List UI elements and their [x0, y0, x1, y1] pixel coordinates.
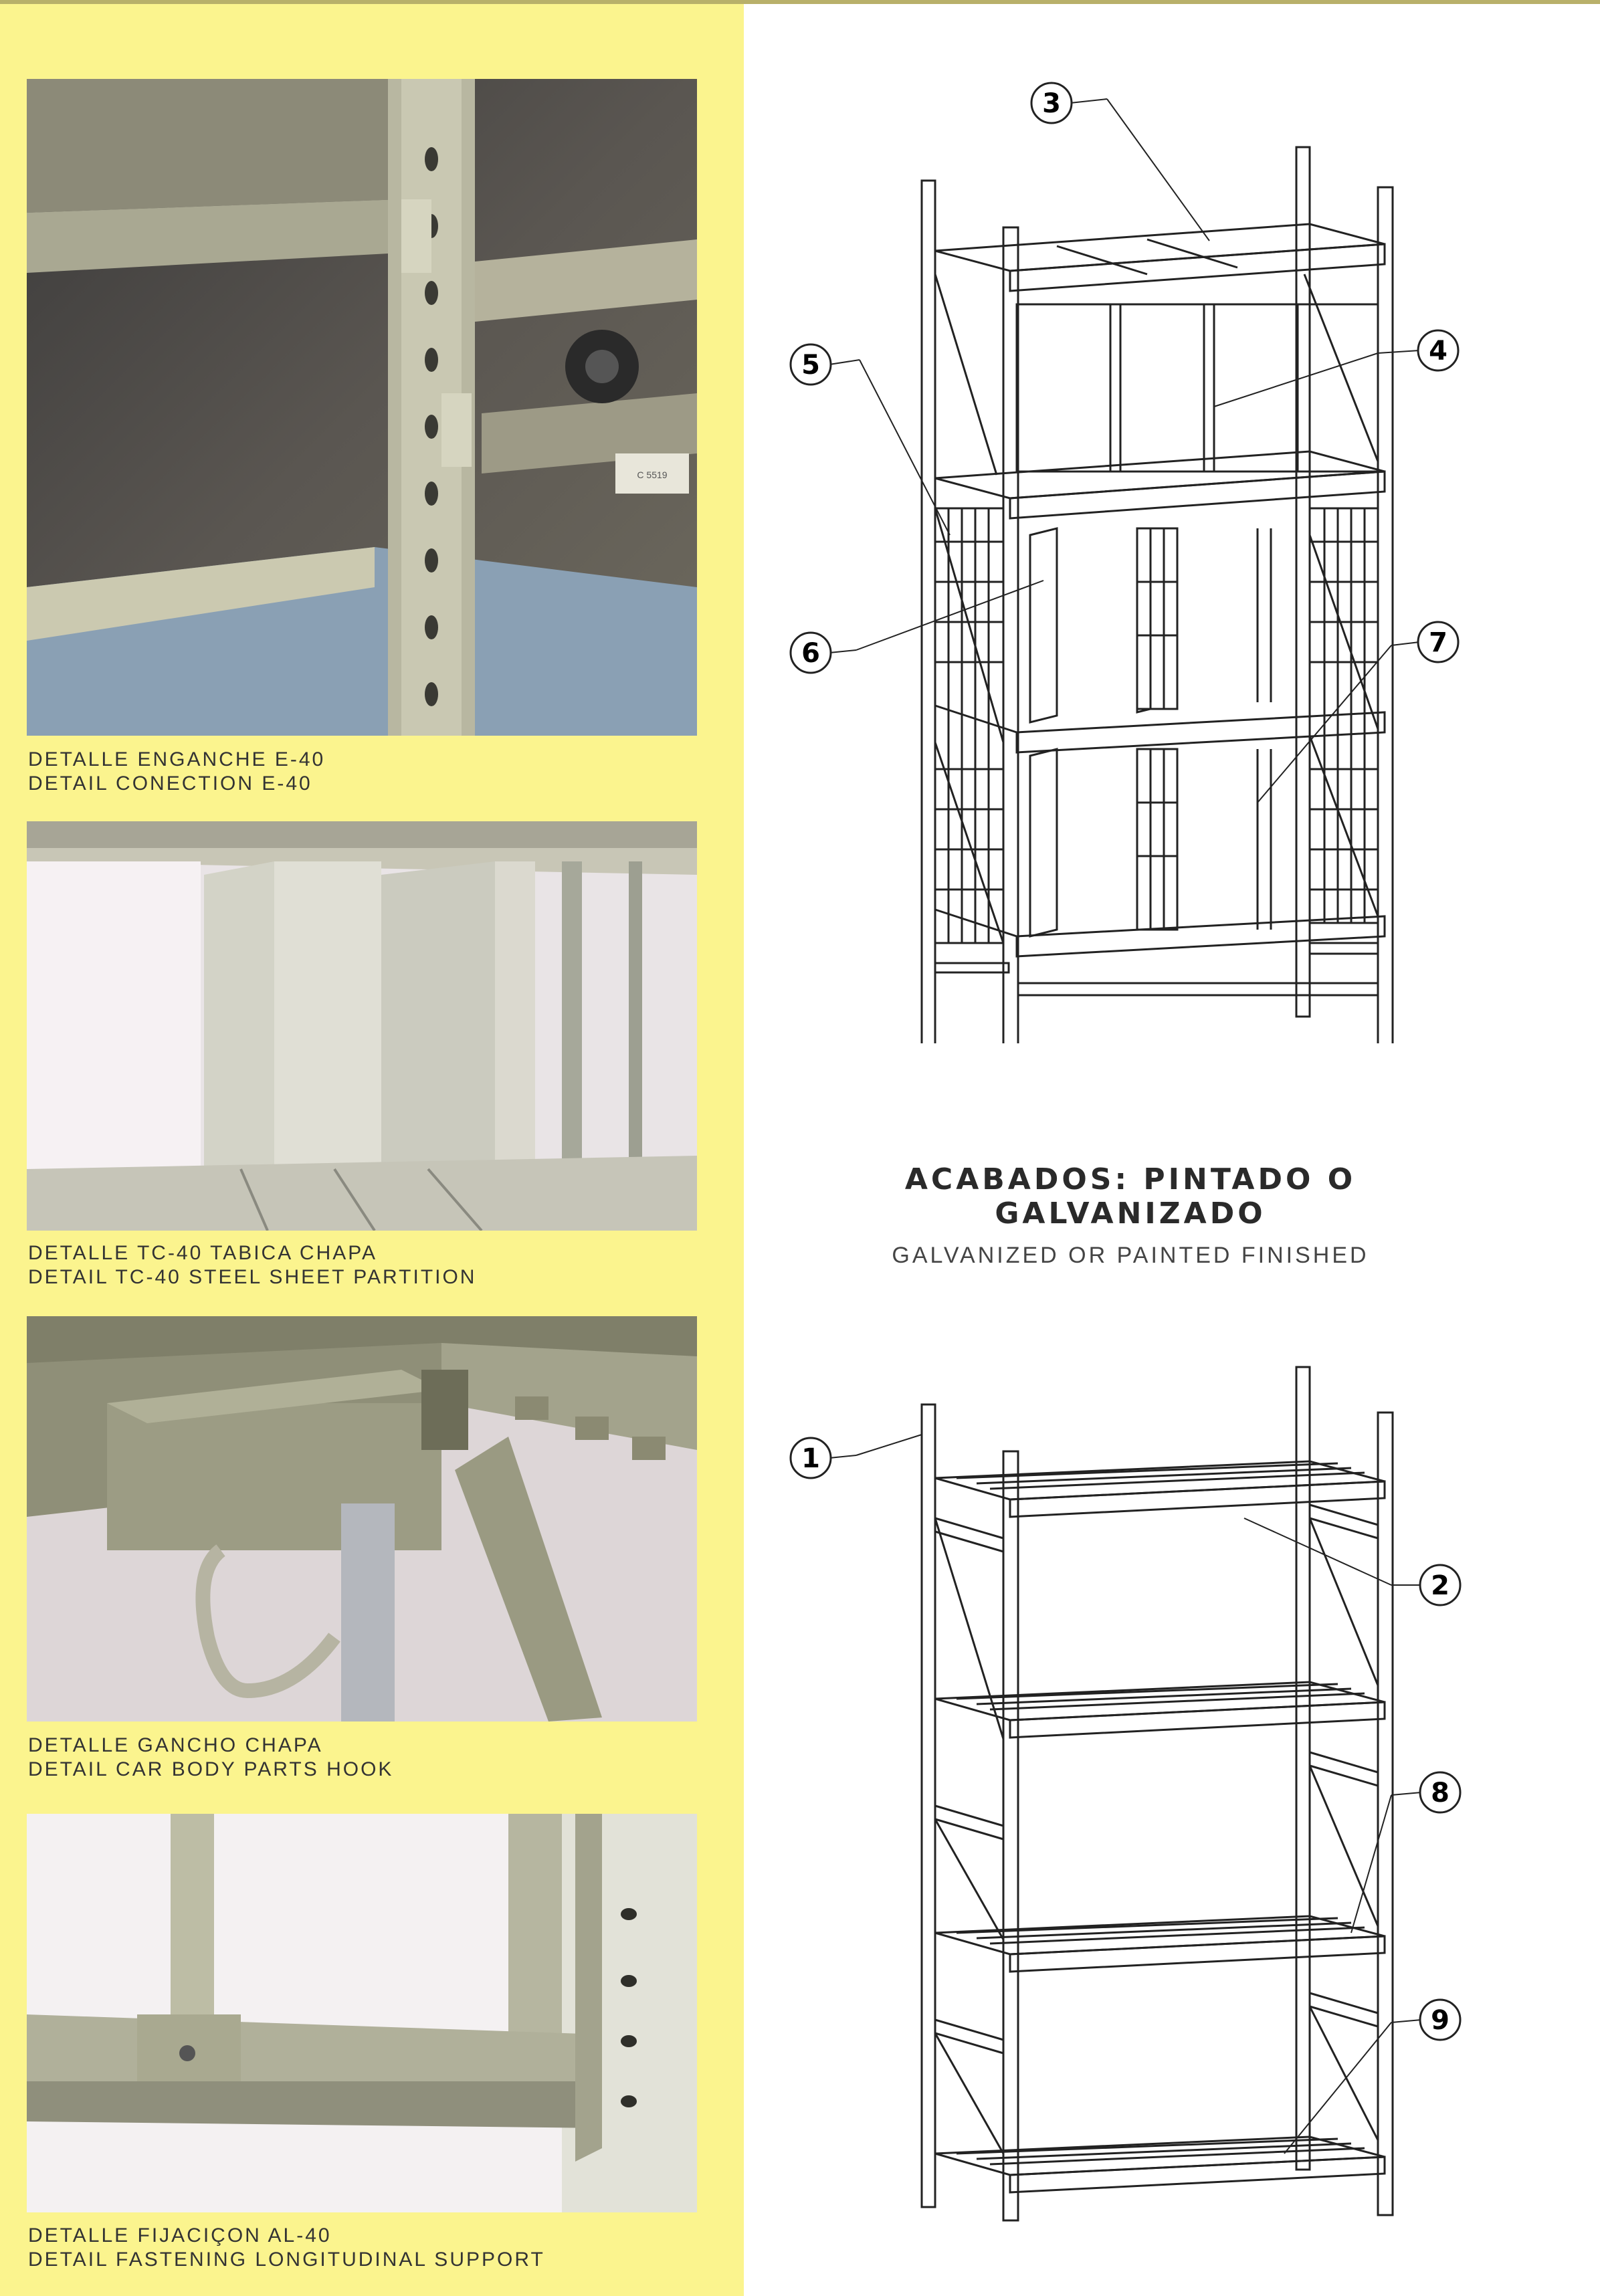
caption-partition — [28, 1241, 724, 1289]
shelving-drawing-dividers — [776, 74, 1552, 1043]
caption-en: DETAIL CONECTION E-40 — [28, 772, 312, 795]
caption-es: DETALLE ENGANCHE E-40 — [28, 748, 326, 770]
caption-en: DETAIL TC-40 STEEL SHEET PARTITION — [28, 1266, 477, 1288]
photo-connection-detail — [27, 79, 697, 736]
caption-support — [28, 2224, 724, 2272]
photo-partition-image — [27, 821, 697, 1231]
caption-en: DETAIL FASTENING LONGITUDINAL SUPPORT — [28, 2249, 545, 2271]
finish-title: ACABADOS: PINTADO O GALVANIZADO — [904, 1162, 1357, 1231]
photo-support-detail — [27, 1814, 697, 2212]
finish-note — [776, 1162, 1485, 1269]
photo-partition-detail — [27, 821, 697, 1231]
callout-4: 4 — [1429, 336, 1447, 367]
caption-es: DETALLE FIJACIÇON AL-40 — [28, 2224, 332, 2247]
caption-hook — [28, 1734, 724, 1782]
caption-connection — [28, 748, 724, 796]
callout-8: 8 — [1431, 1778, 1449, 1808]
top-border — [0, 0, 1600, 4]
photo-support-image — [27, 1814, 697, 2212]
callout-5: 5 — [801, 350, 820, 381]
callouts-top — [791, 83, 1458, 673]
callout-7: 7 — [1429, 627, 1447, 658]
photo-hook-detail — [27, 1316, 697, 1721]
photo-connection-image — [27, 79, 697, 736]
shelving-basic-svg — [776, 1351, 1552, 2227]
photo-hook-image — [27, 1316, 697, 1721]
caption-es: DETALLE TC-40 TABICA CHAPA — [28, 1242, 378, 1264]
callout-9: 9 — [1431, 2005, 1449, 2036]
caption-es: DETALLE GANCHO CHAPA — [28, 1734, 323, 1756]
shelving-dividers-svg — [776, 74, 1552, 1043]
callout-1: 1 — [801, 1443, 820, 1474]
shelving-drawing-basic — [776, 1351, 1552, 2227]
callout-2: 2 — [1431, 1570, 1449, 1601]
callout-6: 6 — [801, 638, 820, 669]
photo-label-text: C 5519 — [637, 469, 668, 480]
finish-subtitle: GALVANIZED OR PAINTED FINISHED — [892, 1243, 1369, 1268]
caption-en: DETAIL CAR BODY PARTS HOOK — [28, 1758, 394, 1780]
callout-3: 3 — [1042, 88, 1061, 119]
